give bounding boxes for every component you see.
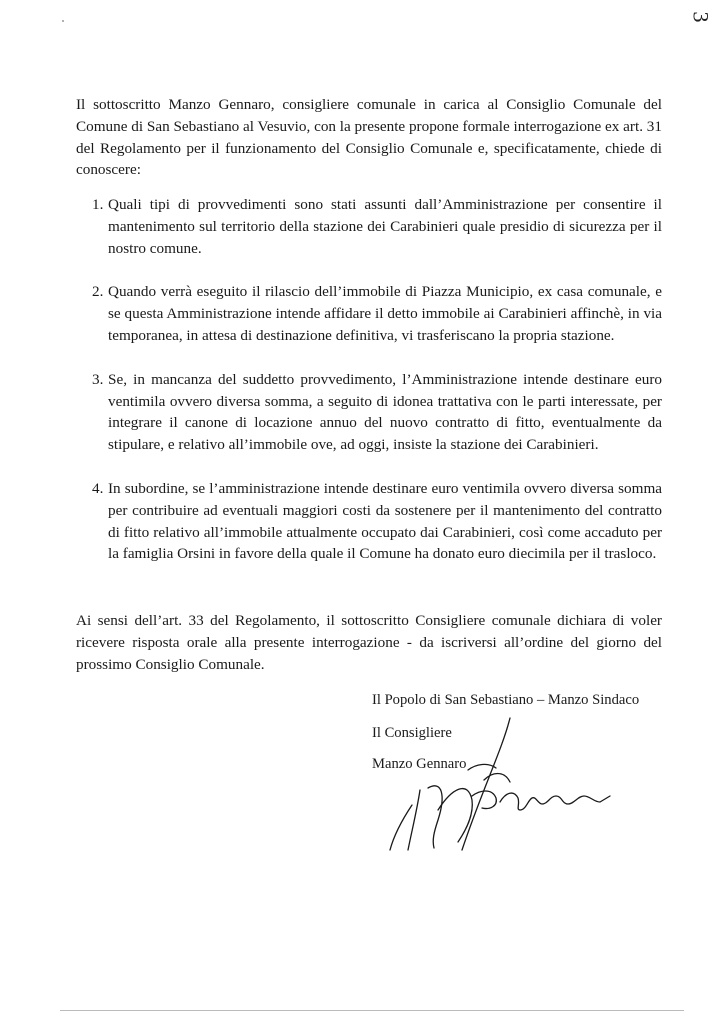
list-item-text: In subordine, se l’amministrazione intende destinare euro ventimila ovvero diversa somma per contribuire ad eventuali maggiori costi da sostenere per il mantenimento del contratto di fitto relativo all’immobile attualmente occupato dai Carabinieri, così come accaduto per la famiglia Orsini in favore della quale il Comune ha donato euro diecimila per il trasloco. (108, 479, 662, 563)
intro-paragraph: Il sottoscritto Manzo Gennaro, consigliere comunale in carica al Consiglio Comunale del Comune di San Sebastiano al Vesuvio, con la presente propone formale interrogazione ex art. 31 del Regolamento per il funzionamento del Consiglio Comunale e, specificatamente, chiede di conoscere: (76, 96, 662, 179)
list-item-number: 4. (92, 479, 104, 497)
scan-speck (62, 20, 64, 22)
bottom-divider (60, 1010, 684, 1011)
signature-name: Manzo Gennaro (372, 756, 467, 772)
list-item-text: Quali tipi di provvedimenti sono stati assunti dall’Amministrazione per consentire il mantenimento sul territorio della stazione dei Carabinieri quale presidio di sicurezza per il nostro comune. (108, 196, 662, 257)
handwritten-signature-icon (372, 710, 632, 860)
list-item (76, 369, 662, 456)
signature-group: Il Popolo di San Sebastiano – Manzo Sindaco (372, 692, 640, 708)
closing-paragraph: Ai sensi dell’art. 33 del Regolamento, il sottoscritto Consigliere comunale dichiara di voler ricevere risposta orale alla presente interrogazione - da iscriversi all’ordine del giorno del prossimo Consiglio Comunale. (76, 612, 662, 673)
list-item-number: 3. (92, 370, 104, 388)
list-item-number: 2. (92, 283, 104, 301)
signature-role: Il Consigliere (372, 725, 452, 741)
list-item-text: Quando verrà eseguito il rilascio dell’immobile di Piazza Municipio, ex casa comunale, e se questa Amministrazione intende affidare il detto immobile ai Carabinieri affinchè, in via temporanea, in attesa di destinazione definitiva, vi trasferiscano la propria stazione. (108, 283, 662, 344)
list-item-text: Se, in mancanza del suddetto provvedimento, l’Amministrazione intende destinare euro ventimila ovvero diversa somma, a seguito di idonea trattativa con le parti interessate, per integrare il canone di locazione annuo del nuovo contratto di fitto, eventualmente da stipulare, e relativo all’immobile ove, ad oggi, insiste la stazione dei Carabinieri. (108, 370, 662, 454)
list-item-number: 1. (92, 196, 104, 213)
list-item (76, 194, 662, 259)
list-item (76, 478, 662, 565)
list-item (76, 281, 662, 346)
page-number: 3 (688, 11, 714, 23)
question-list (76, 194, 662, 587)
